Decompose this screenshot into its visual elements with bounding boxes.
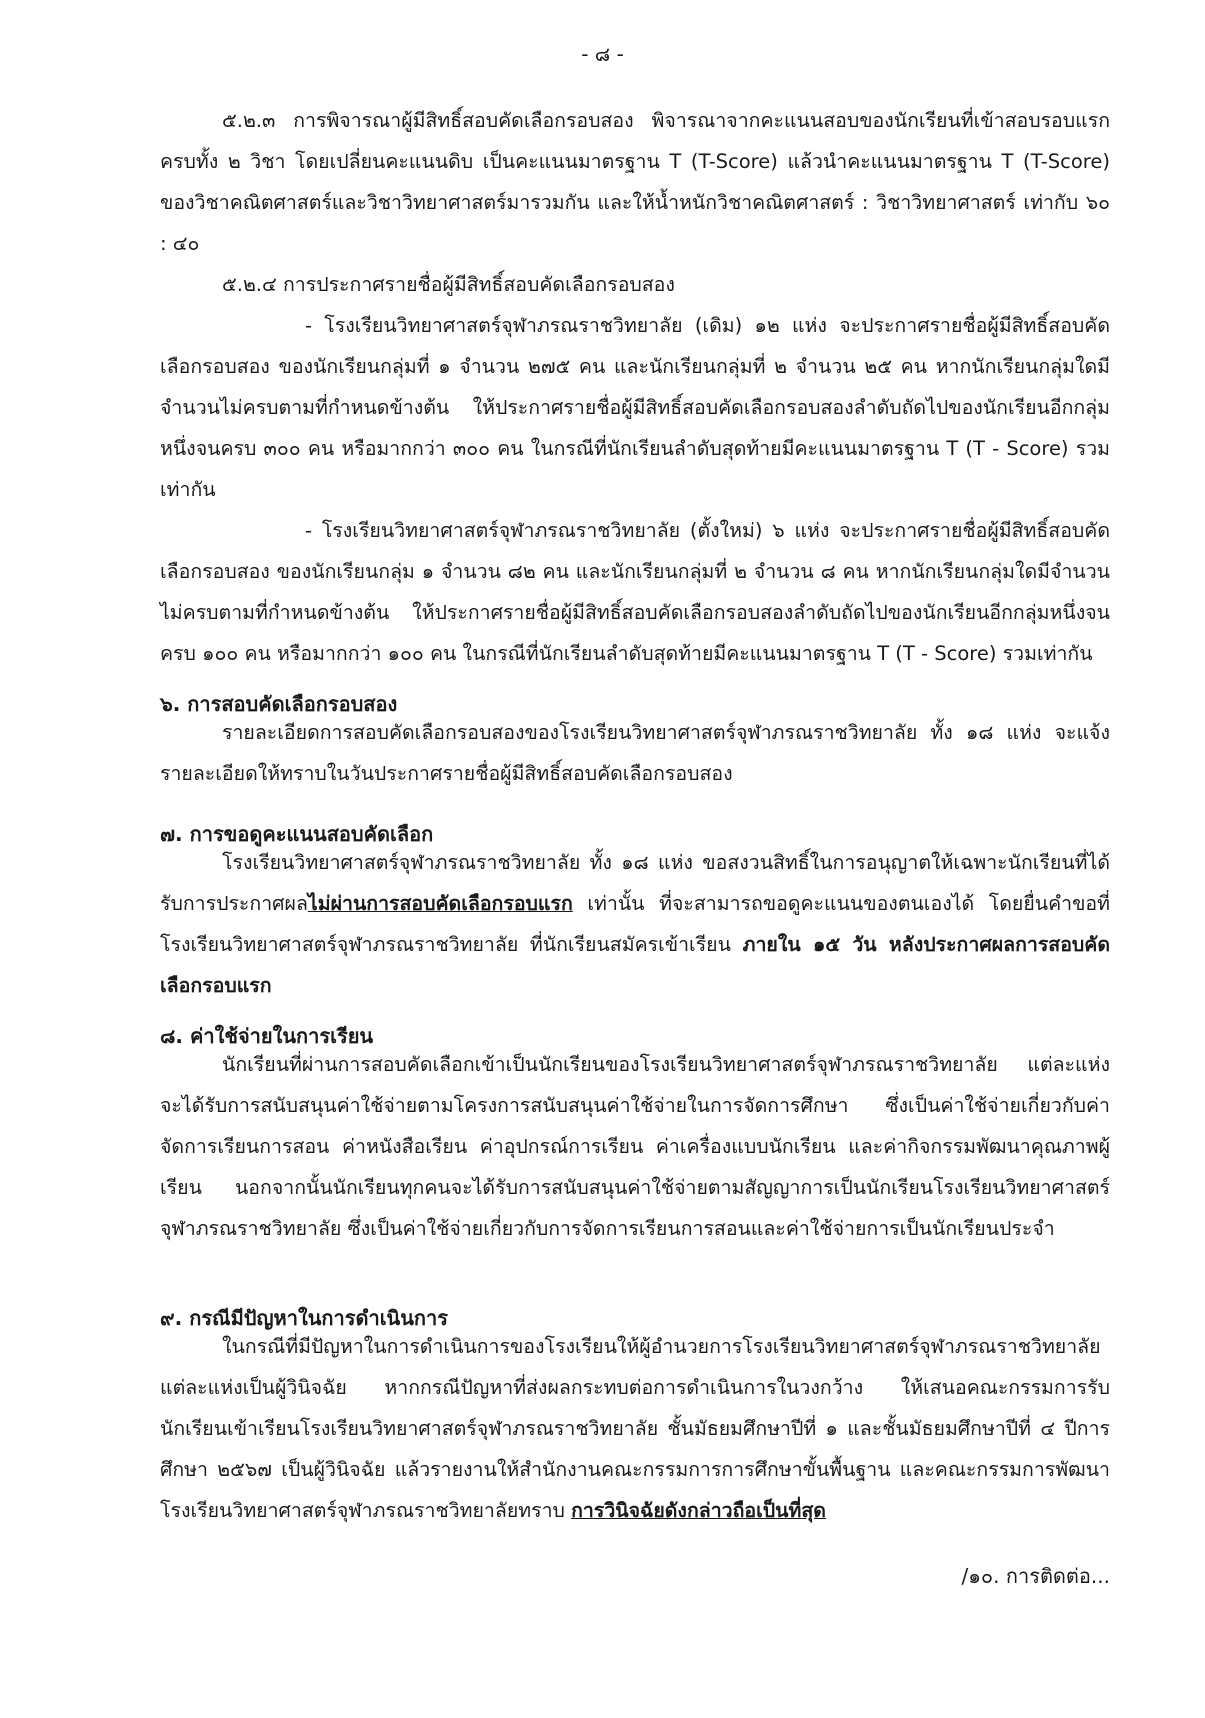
paragraph-section-6: รายละเอียดการสอบคัดเลือกรอบสองของโรงเรียนวิทยาศาสตร์จุฬาภรณราชวิทยาลัย ทั้ง ๑๘ แห่ง จะแจ้งรายละเอียดให้ทราบในวันประกาศรายชื่อผู้มีสิทธิ์สอบคัดเลือกรอบสอง [160,721,1110,785]
heading-section-9: ๙. กรณีมีปัญหาในการดำเนินการ [160,1306,448,1330]
heading-section-6: ๖. การสอบคัดเลือกรอบสอง [160,692,398,716]
heading-5-2-4: ๕.๒.๔ การประกาศรายชื่อผู้มีสิทธิ์สอบคัดเลือกรอบสอง [222,273,675,296]
bullet-new-schools: - โรงเรียนวิทยาศาสตร์จุฬาภรณราชวิทยาลัย (ตั้งใหม่) ๖ แห่ง จะประกาศรายชื่อผู้มีสิทธิ์สอบคัดเลือกรอบสอง ของนักเรียนกลุ่ม ๑ จำนวน ๘๒ คน และนักเรียนกลุ่มที่ ๒ จำนวน ๘ คน หากนักเรียนกลุ่มใดมีจำนวนไม่ครบตามที่กำหนดข้างต้น ให้ประกาศรายชื่อผู้มีสิทธิ์สอบคัดเลือกรอบสองลำดับถัดไปของนักเรียนอีกกลุ่มหนึ่งจนครบ ๑๐๐ คน หรือมากกว่า ๑๐๐ คน ในกรณีที่นักเรียนลำดับสุดท้ายมีคะแนนมาตรฐาน T (T - Score) รวมเท่ากัน [160,519,1110,665]
paragraph-section-9 [160,1326,1110,1531]
heading-section-8: ๘. ค่าใช้จ่ายในการเรียน [160,1024,374,1048]
bullet-original-schools: - โรงเรียนวิทยาศาสตร์จุฬาภรณราชวิทยาลัย (เดิม) ๑๒ แห่ง จะประกาศรายชื่อผู้มีสิทธิ์สอบคัดเลือกรอบสอง ของนักเรียนกลุ่มที่ ๑ จำนวน ๒๗๕ คน และนักเรียนกลุ่มที่ ๒ จำนวน ๒๕ คน หากนักเรียนกลุ่มใดมีจำนวนไม่ครบตามที่กำหนดข้างต้น ให้ประกาศรายชื่อผู้มีสิทธิ์สอบคัดเลือกรอบสองลำดับถัดไปของนักเรียนอีกกลุ่มหนึ่งจนครบ ๓๐๐ คน หรือมากกว่า ๓๐๐ คน ในกรณีที่นักเรียนลำดับสุดท้ายมีคะแนนมาตรฐาน T (T - Score) รวมเท่ากัน [160,314,1110,501]
page-number: - ๘ - [581,42,624,66]
section-6-body [160,712,1110,794]
section-9-emphasis-final: การวินิจฉัยดังกล่าวถือเป็นที่สุด [571,1499,826,1522]
paragraph-section-8: นักเรียนที่ผ่านการสอบคัดเลือกเข้าเป็นนักเรียนของโรงเรียนวิทยาศาสตร์จุฬาภรณราชวิทยาลัย แต่ละแห่ง จะได้รับการสนับสนุนค่าใช้จ่ายตามโครงการสนับสนุนค่าใช้จ่ายในการจัดการศึกษา ซึ่งเป็นค่าใช้จ่ายเกี่ยวกับค่าจัดการเรียนการสอน ค่าหนังสือเรียน ค่าอุปกรณ์การเรียน ค่าเครื่องแบบนักเรียน และค่ากิจกรรมพัฒนาคุณภาพผู้เรียน นอกจากนั้นนักเรียนทุกคนจะได้รับการสนับสนุนค่าใช้จ่ายตามสัญญาการเป็นนักเรียนโรงเรียนวิทยาศาสตร์จุฬาภรณราชวิทยาลัย ซึ่งเป็นค่าใช้จ่ายเกี่ยวกับการจัดการเรียนการสอนและค่าใช้จ่ายการเป็นนักเรียนประจำ [160,1053,1110,1240]
section-5-2-3 [160,100,1110,264]
section-7-emphasis-deadline: ภายใน ๑๕ วัน หลังประกาศผลการสอบคัดเลือกรอบแรก [160,933,1110,997]
section-8-body [160,1044,1110,1249]
paragraph-5-2-3: ๕.๒.๓ การพิจารณาผู้มีสิทธิ์สอบคัดเลือกรอบสอง พิจารณาจากคะแนนสอบของนักเรียนที่เข้าสอบรอบแรกครบทั้ง ๒ วิชา โดยเปลี่ยนคะแนนดิบ เป็นคะแนนมาตรฐาน T (T-Score) แล้วนำคะแนนมาตรฐาน T (T-Score) ของวิชาคณิตศาสตร์และวิชาวิทยาศาสตร์มารวมกัน และให้น้ำหนักวิชาคณิตศาสตร์ : วิชาวิทยาศาสตร์ เท่ากับ ๖๐ : ๔๐ [160,109,1110,255]
section-7-text-c: เท่านั้น ที่จะสามารถขอดูคะแนนของตนเองได้ โดยยื่นคำขอที่โรงเรียนวิทยาศาสตร์จุฬาภรณราชวิทยาลัย ที่นักเรียนสมัครเข้าเรียน [160,892,1110,956]
section-9-text-a: ในกรณีที่มีปัญหาในการดำเนินการของโรงเรียนให้ผู้อำนวยการโรงเรียนวิทยาศาสตร์จุฬาภรณราชวิทยาลัยแต่ละแห่งเป็นผู้วินิจฉัย หากกรณีปัญหาที่ส่งผลกระทบต่อการดำเนินการในวงกว้าง ให้เสนอคณะกรรมการรับนักเรียนเข้าเรียนโรงเรียนวิทยาศาสตร์จุฬาภรณราชวิทยาลัย ชั้นมัธยมศึกษาปีที่ ๑ และชั้นมัธยมศึกษาปีที่ ๔ ปีการศึกษา ๒๕๖๗ เป็นผู้วินิจฉัย แล้วรายงานให้สำนักงานคณะกรรมการการศึกษาขั้นพื้นฐาน และคณะกรรมการพัฒนาโรงเรียนวิทยาศาสตร์จุฬาภรณราชวิทยาลัยทราบ [160,1335,1110,1522]
section-5-2-4 [160,264,1110,674]
heading-section-7: ๗. การขอดูคะแนนสอบคัดเลือก [160,822,434,846]
section-7-emphasis-failed: ไม่ผ่านการสอบคัดเลือกรอบแรก [307,892,573,915]
section-7-body [160,842,1110,1006]
footer-next-section: /๑๐. การติดต่อ... [961,1564,1110,1588]
section-9-body [160,1326,1110,1531]
paragraph-section-7 [160,842,1110,1006]
section-7-text-a: โรงเรียนวิทยาศาสตร์จุฬาภรณราชวิทยาลัย ทั้ง ๑๘ แห่ง ขอสงวนสิทธิ์ในการอนุญาตให้เฉพาะนักเรียนที่ได้รับการประกาศผล [160,851,1110,915]
